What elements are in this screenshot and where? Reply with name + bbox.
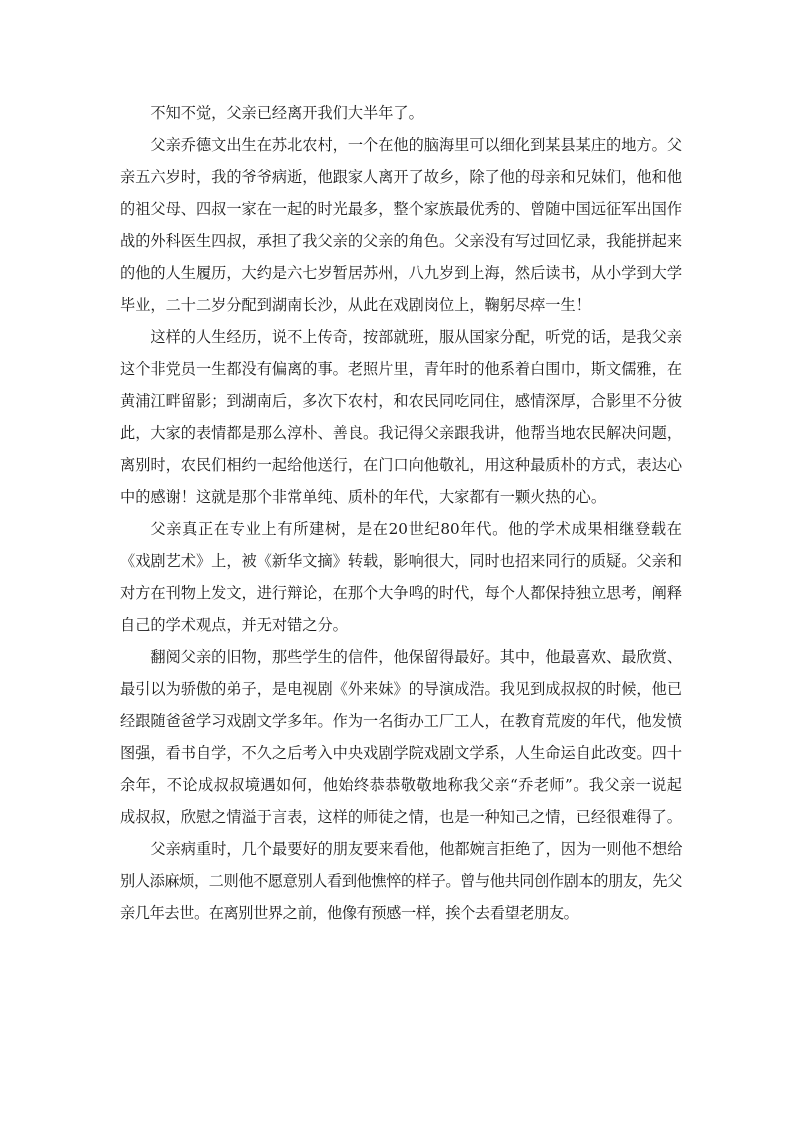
paragraph-3: 这样的人生经历，说不上传奇，按部就班，服从国家分配，听党的话，是我父亲这个非党员一生都没有偏离的事。老照片里，青年时的他系着白围巾，斯文儒雅，在黄浦江畔留影；到湖南后，多次下农村，和农民同吃同住，感情深厚，合影里不分彼此，大家的表情都是那么淳朴、善良。我记得父亲跟我讲，他帮当地农民解决问题，离别时，农民们相约一起给他送行，在门口向他敬礼，用这种最质朴的方式，表达心中的感谢！这就是那个非常单纯、质朴的年代，大家都有一颗火热的心。 <box>120 328 682 506</box>
paragraph-6: 父亲病重时，几个最要好的朋友要来看他，他都婉言拒绝了，因为一则他不想给别人添麻烦，二则他不愿意别人看到他憔悴的样子。曾与他共同创作剧本的朋友，先父亲几年去世。在离别世界之前，他像有预感一样，挨个去看望老朋友。 <box>120 840 682 922</box>
paragraph-4: 父亲真正在专业上有所建树，是在20世纪80年代。他的学术成果相继登载在《戏剧艺术》上，被《新华文摘》转载，影响很大，同时也招来同行的质疑。父亲和对方在刊物上发文，进行辩论，在那个大争鸣的时代，每个人都保持独立思考，阐释自己的学术观点，并无对错之分。 <box>120 520 682 634</box>
paragraph-1: 不知不觉，父亲已经离开我们大半年了。 <box>150 104 424 122</box>
article-body <box>120 97 682 929</box>
paragraph-5: 翻阅父亲的旧物，那些学生的信件，他保留得最好。其中，他最喜欢、最欣赏、最引以为骄傲的弟子，是电视剧《外来妹》的导演成浩。我见到成叔叔的时候，他已经跟随爸爸学习戏剧文学多年。作为一名街办工厂工人，在教育荒废的年代，他发愤图强，看书自学，不久之后考入中央戏剧学院戏剧文学系，人生命运自此改变。四十余年，不论成叔叔境遇如何，他始终恭恭敬敬地称我父亲“乔老师”。我父亲一说起成叔叔，欣慰之情溢于言表，这样的师徒之情，也是一种知己之情，已经很难得了。 <box>120 648 682 826</box>
paragraph-2: 父亲乔德文出生在苏北农村，一个在他的脑海里可以细化到某县某庄的地方。父亲五六岁时，我的爷爷病逝，他跟家人离开了故乡，除了他的母亲和兄妹们，他和他的祖父母、四叔一家在一起的时光最多，整个家族最优秀的、曾随中国远征军出国作战的外科医生四叔，承担了我父亲的父亲的角色。父亲没有写过回忆录，我能拼起来的他的人生履历，大约是六七岁暂居苏州，八九岁到上海，然后读书，从小学到大学毕业，二十二岁分配到湖南长沙，从此在戏剧岗位上，鞠躬尽瘁一生！ <box>120 136 682 314</box>
